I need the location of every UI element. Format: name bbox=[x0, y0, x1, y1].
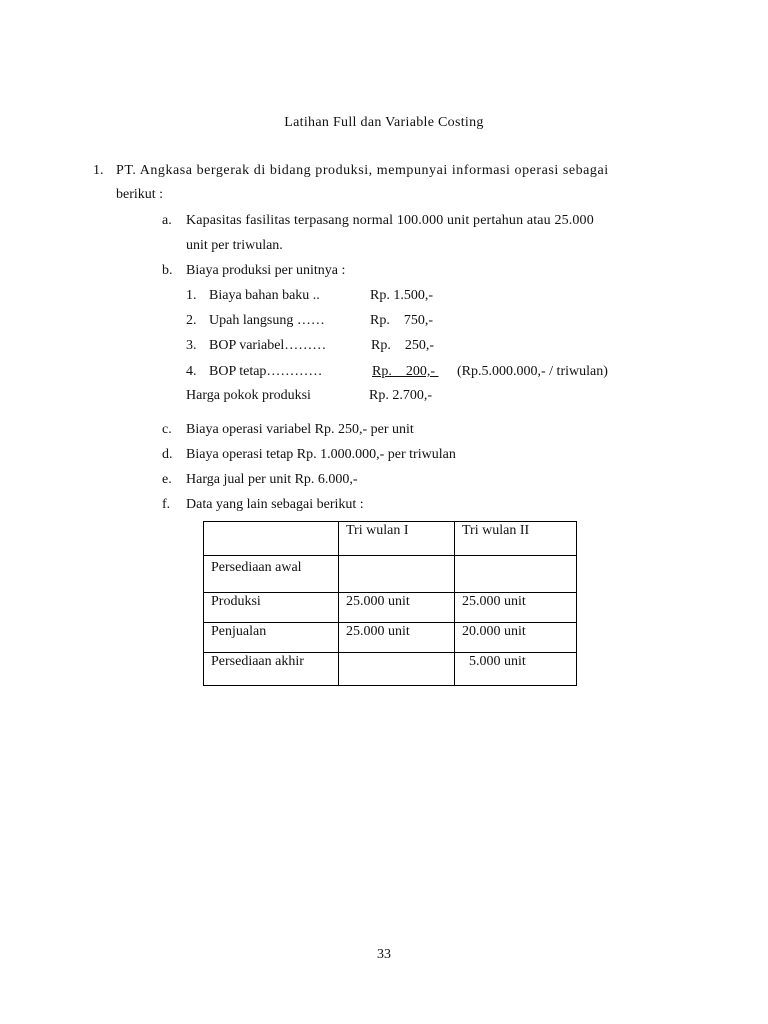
item-e-text: Harga jual per unit Rp. 6.000,- bbox=[186, 472, 358, 487]
table-header-cell: Tri wulan II bbox=[455, 522, 577, 556]
table-cell: 25.000 unit bbox=[339, 593, 455, 623]
table-cell: Produksi bbox=[204, 593, 339, 623]
item-f-marker: f. bbox=[162, 497, 171, 512]
table-cell: Persediaan awal bbox=[204, 556, 339, 593]
item-d-text: Biaya operasi tetap Rp. 1.000.000,- per triwulan bbox=[186, 447, 456, 462]
question-text-line1: PT. Angkasa bergerak di bidang produksi, mempunyai informasi operasi sebagai bbox=[116, 163, 609, 178]
table-row bbox=[204, 593, 577, 623]
table-header-cell: Tri wulan I bbox=[339, 522, 455, 556]
table-cell: 20.000 unit bbox=[455, 623, 577, 653]
item-a-marker: a. bbox=[162, 213, 172, 228]
cost-item-number: 4. bbox=[186, 364, 197, 379]
item-a-line1: Kapasitas fasilitas terpasang normal 100.000 unit pertahun atau 25.000 bbox=[186, 213, 594, 228]
table-header-cell bbox=[204, 522, 339, 556]
question-number: 1. bbox=[93, 163, 104, 178]
table-header-row bbox=[204, 522, 577, 556]
cost-item-label: BOP tetap………… bbox=[209, 364, 323, 379]
cost-item-amount-underlined: Rp. 200,- bbox=[372, 364, 439, 379]
table-row bbox=[204, 623, 577, 653]
cost-item-amount: Rp. 750,- bbox=[370, 313, 433, 328]
item-e-marker: e. bbox=[162, 472, 172, 487]
item-a-line2: unit per triwulan. bbox=[186, 238, 283, 253]
cost-item-note: (Rp.5.000.000,- / triwulan) bbox=[457, 364, 608, 379]
document-title: Latihan Full dan Variable Costing bbox=[284, 115, 484, 130]
page-number: 33 bbox=[377, 947, 391, 962]
table-cell bbox=[339, 556, 455, 593]
cost-item-number: 2. bbox=[186, 313, 197, 328]
table-cell: 25.000 unit bbox=[455, 593, 577, 623]
cost-item-label: Upah langsung …… bbox=[209, 313, 325, 328]
table-row bbox=[204, 556, 577, 593]
item-d-marker: d. bbox=[162, 447, 173, 462]
item-c-text: Biaya operasi variabel Rp. 250,- per unit bbox=[186, 422, 414, 437]
question-text-line2: berikut : bbox=[116, 187, 164, 202]
total-label: Harga pokok produksi bbox=[186, 388, 311, 403]
cost-item-number: 1. bbox=[186, 288, 197, 303]
item-f-text: Data yang lain sebagai berikut : bbox=[186, 497, 364, 512]
table-cell bbox=[455, 556, 577, 593]
item-b-text: Biaya produksi per unitnya : bbox=[186, 263, 346, 278]
cost-item-label: Biaya bahan baku .. bbox=[209, 288, 320, 303]
table-row bbox=[204, 653, 577, 686]
table-cell: 25.000 unit bbox=[339, 623, 455, 653]
table-cell: Penjualan bbox=[204, 623, 339, 653]
table-cell bbox=[339, 653, 455, 686]
inventory-table bbox=[203, 521, 577, 686]
cost-item-label: BOP variabel……… bbox=[209, 338, 327, 353]
cost-item-number: 3. bbox=[186, 338, 197, 353]
item-b-marker: b. bbox=[162, 263, 173, 278]
total-amount: Rp. 2.700,- bbox=[369, 388, 432, 403]
table-cell: Persediaan akhir bbox=[204, 653, 339, 686]
table-cell: 5.000 unit bbox=[455, 653, 577, 686]
item-c-marker: c. bbox=[162, 422, 172, 437]
cost-item-amount: Rp. 1.500,- bbox=[370, 288, 433, 303]
cost-item-amount: Rp. 250,- bbox=[371, 338, 434, 353]
